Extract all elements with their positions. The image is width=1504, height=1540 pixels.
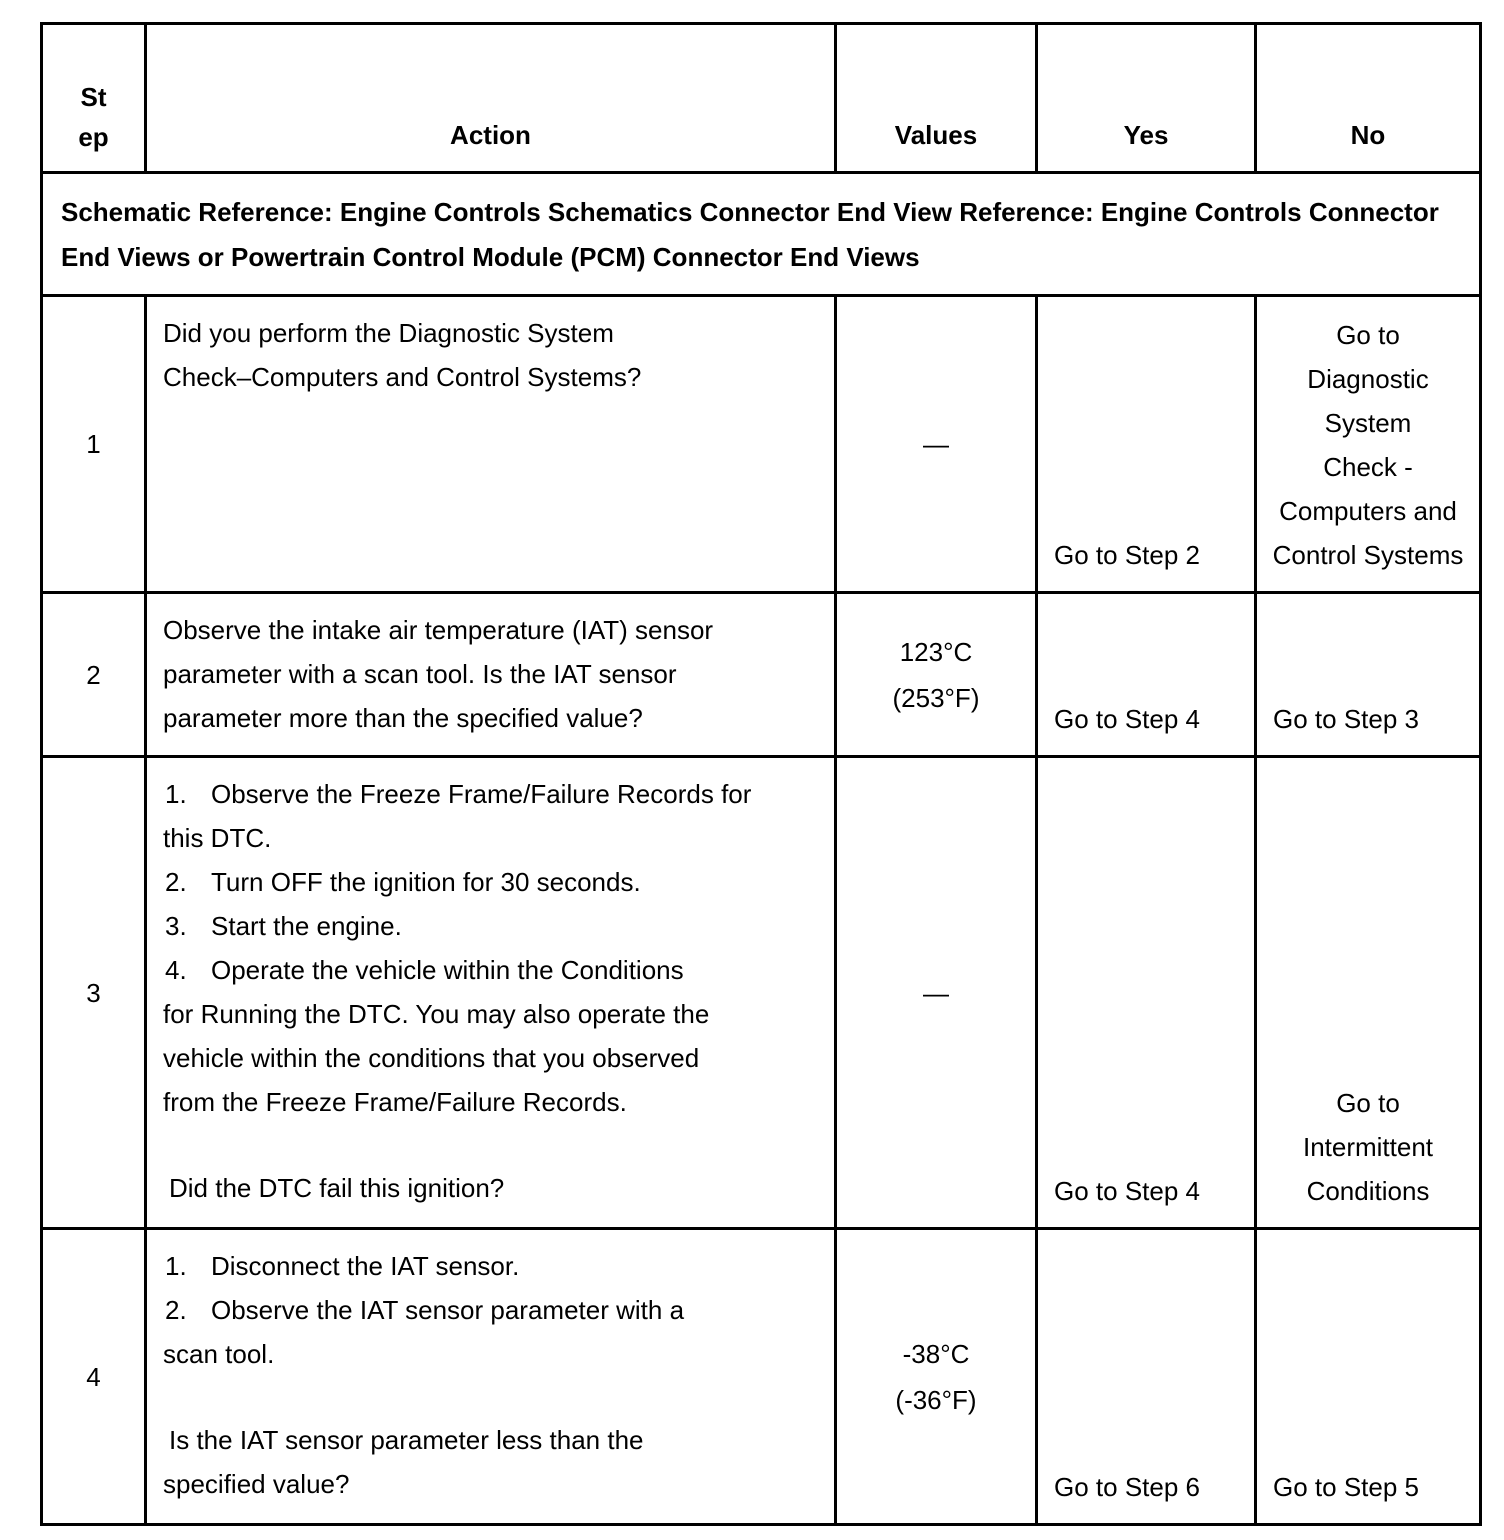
value-line: -38°C (902, 1338, 970, 1369)
list-text: Observe the Freeze Frame/Failure Records for (211, 779, 752, 809)
list-text: Disconnect the IAT sensor. (211, 1251, 520, 1281)
action-line: Observe the intake air temperature (IAT) sensor (163, 615, 714, 645)
list-item (163, 1288, 820, 1332)
list-text: Start the engine. (211, 911, 402, 941)
action-line: Check–Computers and Control Systems? (163, 362, 642, 392)
action-line: from the Freeze Frame/Failure Records. (163, 1087, 627, 1117)
header-yes: Yes (1037, 24, 1256, 173)
question-line: Is the IAT sensor parameter less than the (169, 1425, 644, 1455)
list-text: Observe the IAT sensor parameter with a (211, 1295, 685, 1325)
list-item (163, 948, 820, 992)
no-line: Control Systems (1272, 540, 1464, 570)
schematic-reference: Schematic Reference: Engine Controls Schematics Connector End View Reference: Engine Controls Connector End Views or Powertrain Control Module (PCM) Connector End Views (42, 173, 1481, 296)
no-cell (1256, 757, 1481, 1229)
action-line: Did you perform the Diagnostic System (163, 318, 614, 348)
yes-cell: Go to Step 4 (1037, 593, 1256, 757)
action-cell (146, 296, 836, 593)
table-row (42, 1229, 1481, 1525)
action-line: vehicle within the conditions that you observed (163, 1043, 700, 1073)
action-cell (146, 757, 836, 1229)
list-number: 1. (165, 779, 187, 809)
action-line: for Running the DTC. You may also operate the (163, 999, 710, 1029)
header-step (42, 24, 146, 173)
no-line: System (1324, 408, 1412, 438)
value-cell: — (836, 296, 1037, 593)
yes-cell: Go to Step 2 (1037, 296, 1256, 593)
value-line: (-36°F) (895, 1384, 977, 1415)
no-line: Check - (1323, 452, 1413, 482)
list-text: Turn OFF the ignition for 30 seconds. (211, 867, 641, 897)
list-item (163, 816, 820, 860)
action-cell (146, 593, 836, 757)
list-number: 2. (165, 867, 187, 897)
question-line: specified value? (163, 1469, 350, 1499)
yes-cell: Go to Step 6 (1037, 1229, 1256, 1525)
step-number: 2 (42, 593, 146, 757)
list-number: 4. (165, 955, 187, 985)
value-cell (836, 593, 1037, 757)
no-line: Diagnostic (1307, 364, 1429, 394)
value-cell: — (836, 757, 1037, 1229)
list-item (163, 772, 820, 816)
header-action: Action (146, 24, 836, 173)
step-number: 4 (42, 1229, 146, 1525)
no-cell: Go to Step 5 (1256, 1229, 1481, 1525)
step-number: 3 (42, 757, 146, 1229)
no-cell (1256, 296, 1481, 593)
value-line: (253°F) (892, 682, 980, 713)
no-line: Go to (1336, 1088, 1400, 1118)
list-item (163, 904, 820, 948)
action-line: parameter more than the specified value? (163, 703, 643, 733)
list-text: Operate the vehicle within the Conditions (211, 955, 684, 985)
header-step-line1: St (80, 82, 107, 112)
question: Did the DTC fail this ignition? (169, 1173, 505, 1203)
list-item (163, 1244, 820, 1288)
list-text: this DTC. (163, 823, 272, 853)
yes-cell: Go to Step 4 (1037, 757, 1256, 1229)
table-row (42, 296, 1481, 593)
header-no: No (1256, 24, 1481, 173)
action-cell (146, 1229, 836, 1525)
header-row (42, 24, 1481, 173)
value-line: 123°C (899, 636, 973, 667)
list-number: 1. (165, 1251, 187, 1281)
no-line: Go to (1336, 320, 1400, 350)
no-cell: Go to Step 3 (1256, 593, 1481, 757)
action-line: scan tool. (163, 1339, 275, 1369)
table-row (42, 593, 1481, 757)
list-item (163, 860, 820, 904)
diagnostic-table (40, 22, 1482, 1526)
no-line: Conditions (1306, 1176, 1430, 1206)
header-step-line2: ep (78, 122, 109, 152)
action-line: parameter with a scan tool. Is the IAT sensor (163, 659, 677, 689)
table-row (42, 757, 1481, 1229)
list-number: 3. (165, 911, 187, 941)
value-cell (836, 1229, 1037, 1525)
no-line: Intermittent (1302, 1132, 1434, 1162)
schematic-reference-row (42, 173, 1481, 296)
list-number: 2. (165, 1295, 187, 1325)
header-values: Values (836, 24, 1037, 173)
step-number: 1 (42, 296, 146, 593)
no-line: Computers and (1279, 496, 1457, 526)
